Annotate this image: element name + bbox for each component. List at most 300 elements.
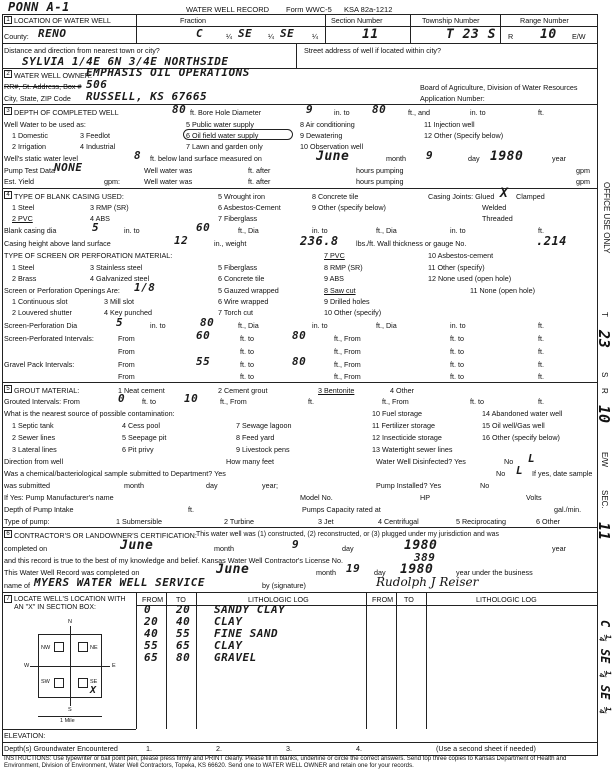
open-10: 10 Other (specify) [324,308,382,317]
pump-4: 4 Centrifugal [378,517,419,526]
int-ft-to: ft. to [240,334,254,343]
gw-1: 1. [146,744,152,753]
model-label: Model No. [300,493,333,502]
open-7: 7 Torch cut [218,308,254,317]
casing-6: 6 Asbestos-Cement [218,203,281,212]
height-value: 12 [174,234,189,247]
threaded-label: Threaded [482,214,513,223]
use-6-circle [183,129,293,140]
log-lithology: CLAY [214,615,243,628]
bore-to-value: 80 [372,103,387,116]
cont-6: 6 Pit privy [122,445,154,454]
gauge-value: .214 [536,234,567,248]
form-number: Form WWC-5 [286,5,332,14]
capacity-label: Pumps Capacity rated at [302,505,381,514]
grout-ft-to: ft. to [142,397,156,406]
county-value: RENO [38,27,67,40]
welded-label: Welded [482,203,507,212]
rule [396,592,397,729]
use-3: 3 Feedlot [80,131,110,140]
city-label: City, State, ZIP Code [4,94,71,103]
fraction-2: SE [238,27,253,40]
log-to-header-2: TO [404,595,414,604]
ft-end: ft. [538,226,544,235]
submitted-day: day [206,481,218,490]
bore-label: ft. Bore Hole Diameter [190,108,262,117]
open-2: 2 Louvered shutter [12,308,72,317]
rule [2,742,598,743]
distance-value: SYLVIA 1/4E 6N 3/4E NORTHSIDE [22,55,229,68]
pump-type-label: Type of pump: [4,517,50,526]
casing-7: 7 Fiberglass [218,214,258,223]
ft-dia-1: ft., Dia [238,226,259,235]
side-sec: SEC. [600,490,609,509]
grout-ft-from: ft., From [220,397,247,406]
use-12: 12 Other (Specify below) [424,131,504,140]
cont-12: 12 Insecticide storage [372,433,442,442]
blank-dia-value: 5 [92,221,100,234]
log-to: 40 [176,615,191,628]
grout-ft-to-2: ft. [308,397,314,406]
pump-test-value: NONE [54,161,83,174]
sdia-label: Screen-Perforation Dia [4,321,78,330]
screen-3: 3 Stainless steel [90,263,143,272]
bore-value: 9 [306,103,314,116]
rule [2,104,598,105]
ft-after-2: ft. after [248,177,271,186]
fraction-1: C [196,27,204,40]
log-lith-header: LITHOLOGIC LOG [248,595,309,604]
open-4: 4 Key punched [104,308,152,317]
day-label: day [468,154,480,163]
screen-2: 2 Brass [12,274,37,283]
grout-label: GROUT MATERIAL: [14,386,80,395]
office-use: OFFICE USE ONLY [602,182,611,254]
submitted-year: year; [262,481,278,490]
rule [2,527,598,528]
owner-label: WATER WELL OWNER: [14,71,92,80]
sample-no: No [496,469,506,478]
disinfected-label: Water Well Disinfected? Yes [376,457,466,466]
rule [38,716,102,717]
side-e: E/W [600,452,609,468]
quarter-3: ¼ [312,32,318,41]
side-t: T [600,312,609,317]
business-name: MYERS WATER WELL SERVICE [34,576,205,589]
form-title: WATER WELL RECORD [186,5,270,14]
cert-text-1: This water well was (1) constructed, (2) reconstructed, or (3) plugged under my jurisdiction and was [196,531,499,538]
ft-and-label: ft., and [408,108,430,117]
in-to-label: in. to [334,108,350,117]
open-5: 5 Gauzed wrapped [218,286,279,295]
use-4: 4 Industrial [80,142,116,151]
static-rest: ft. below land surface measured on [150,154,262,163]
use-11: 11 Injection well [424,120,475,129]
rule [2,26,598,27]
casing-joints: Casing Joints: Glued [428,192,495,201]
completed-on: completed on [4,544,48,553]
sample-label: Was a chemical/bacteriological sample submitted to Department? Yes [4,469,226,478]
gravel-from: From [118,360,135,369]
intervals-label: Screen-Perforated Intervals: [4,334,94,343]
gravel-ft-to-4: ft. to [450,372,464,381]
ksa-ref: KSA 82a-1212 [344,5,393,14]
disinfected-no: No [504,457,514,466]
section-5-marker: 5 [4,385,12,393]
screen-11: 11 Other (specify) [428,263,485,272]
pump-1: 1 Submersible [116,517,162,526]
log-from-header-2: FROM [372,595,394,604]
sdia-ft-dia: ft., Dia [238,321,259,330]
dia-in-to: in. to [124,226,140,235]
rule [500,14,501,43]
grout-2: 2 Cement grout [218,386,268,395]
open-11: 11 None (open hole) [470,286,535,295]
static-day: 9 [426,149,434,162]
locate-label: LOCATE WELL'S LOCATION WITH AN "X" IN SECTION BOX: [14,596,126,611]
submitted-month: month [124,481,144,490]
rule [296,43,297,68]
rule [30,666,110,667]
completed-day: 9 [292,538,300,551]
lbs-label: lbs./ft. Wall thickness or gauge No. [356,239,467,248]
gw-4: 4. [356,744,362,753]
cert-day: day [342,544,354,553]
rule [426,592,427,729]
log-lithology: FINE SAND [214,627,279,640]
cont-2: 2 Sewer lines [12,433,56,442]
county-label: County: [4,32,29,41]
rule [136,605,598,606]
int-ft-end-2: ft. [538,347,544,356]
cont-3: 3 Lateral lines [12,445,57,454]
section-number: 11 [362,27,379,42]
log-lithology: SANDY CLAY [214,603,286,616]
casing-label: TYPE OF BLANK CASING USED: [14,192,124,201]
rule [325,14,326,43]
manufacturer-label: If Yes: Pump Manufacturer's name [4,493,114,502]
log-to-header: TO [176,595,186,604]
sdia-in-to: in. to [150,321,166,330]
screen-9: 9 ABS [324,274,344,283]
log-from: 55 [144,639,159,652]
use-5: 5 Public water supply [186,120,254,129]
static-month: June [316,149,350,164]
gravel-from-2: From [118,372,135,381]
hp-label: HP [420,493,430,502]
cont-7: 7 Sewage lagoon [236,421,292,430]
sdia-ft-dia-2: ft., Dia [376,321,397,330]
gravel-label: Gravel Pack Intervals: [4,360,75,369]
record-day-label: day [374,568,386,577]
weight-label: in., weight [214,239,247,248]
log-from: 20 [144,615,159,628]
log-lith-header-2: LITHOLOGIC LOG [476,595,537,604]
box-value: 506 [86,78,108,91]
sdia-value: 5 [116,316,124,329]
yield-label: Est. Yield [4,177,34,186]
section-4-marker: 4 [4,191,12,199]
screen-5: 5 Fiberglass [218,263,258,272]
how-many-feet: How many feet [226,457,274,466]
rule [196,592,197,729]
gpm-1: gpm [576,166,590,175]
side-fraction: C ¼ SE ¼ SE ¼ [598,620,612,714]
grout-to: 10 [184,392,199,405]
static-value: 8 [134,149,142,162]
distance-label: Distance and direction from nearest town or city? [4,46,160,55]
pump-5: 5 Reciprocating [456,517,506,526]
casing-4: 4 ABS [90,214,110,223]
cont-10: 10 Fuel storage [372,409,422,418]
intake-label: Depth of Pump Intake [4,505,74,514]
year-label: year [552,154,566,163]
street-label: Street address of well if located within city? [304,46,442,55]
side-sec-value: 11 [595,522,613,541]
record-month: June [216,562,250,577]
map-e: E [112,663,116,669]
quarter-2: ¼ [268,32,274,41]
rule [2,43,598,44]
grout-1: 1 Neat cement [118,386,165,395]
record-year: 1980 [400,562,434,577]
log-to: 55 [176,627,191,640]
log-lithology: GRAVEL [214,651,257,664]
cert-text-2: and this record is true to the best of my knowledge and belief. Kansas Water Well Contractor's License No. [4,556,343,565]
static-year: 1980 [490,149,524,164]
name-of-label: name of [4,581,30,590]
in-to-3: in. to [450,226,466,235]
openings-value: 1/8 [134,281,156,294]
rule [136,592,137,729]
side-r: R [600,388,609,394]
in-to-2: in. to [312,226,328,235]
township-value: T 23 S [446,27,496,42]
depth-value: 80 [172,103,187,116]
rule [2,382,598,383]
cont-1: 1 Septic tank [12,421,54,430]
casing-3: 3 RMP (SR) [90,203,129,212]
cont-8: 8 Feed yard [236,433,275,442]
disinfected-no-value: L [528,452,536,465]
ft-dia-2: ft., Dia [376,226,397,235]
static-label: Well's static water level [4,154,78,163]
casing-1: 1 Steel [12,203,35,212]
groundwater-label: Depth(s) Groundwater Encountered [4,744,118,753]
was-submitted: was submitted [4,481,50,490]
int-from-2: From [118,347,135,356]
cont-16: 16 Other (specify below) [482,433,560,442]
depth-label: DEPTH OF COMPLETED WELL [14,108,119,117]
openings-label: Screen or Perforation Openings Are: [4,286,120,295]
hours-pumping-2: hours pumping [356,177,404,186]
range-ew: E/W [572,32,586,41]
cert-label: CONTRACTOR'S OR LANDOWNER'S CERTIFICATION: [14,531,197,540]
weight-value: 236.8 [300,234,339,248]
volts-label: Volts [526,493,542,502]
cont-15: 15 Oil well/Gas well [482,421,545,430]
gravel-ft-end-2: ft. [538,372,544,381]
gpm-label: gpm: [104,177,120,186]
casing-2: 2 PVC [12,214,33,223]
use-10: 10 Observation well [300,142,364,151]
blank-dia-to: 60 [196,221,211,234]
int-ft-to-2: ft. to [450,334,464,343]
map-w: W [24,663,30,669]
gw-3: 3. [286,744,292,753]
gravel-ft-to-2: ft. to [450,360,464,369]
cont-14: 14 Abandoned water well [482,409,563,418]
if-yes: If yes, date sample [532,469,593,478]
rule [136,14,137,43]
application-number-label: Application Number: [420,94,485,103]
gravel-ft-end: ft. [538,360,544,369]
gravel-from-value: 55 [196,355,211,368]
grid-cell [78,642,88,652]
use-second-sheet: (Use a second sheet if needed) [436,744,536,753]
log-to: 80 [176,651,191,664]
gpm-2: gpm [576,177,590,186]
contamination-label: What is the nearest source of possible contamination: [4,409,175,418]
pump-installed-no: No [480,481,490,490]
instructions: INSTRUCTIONS: Use typewriter or ball point pen, please press firmly and PRINT clearly. Please fill in blanks, underline or circle the correct answers. Send top three copies to Kansas Department of Health and Environment, Division of Environment, Water Well Contractors, Topeka, KS 66620. Send one to WATER WELL OWNER and retain one for your records. [4,755,567,769]
grid-cell [54,642,64,652]
cert-year: year [552,544,566,553]
rule [2,188,598,189]
log-from-header: FROM [142,595,164,604]
use-7: 7 Lawn and garden only [186,142,263,151]
record-day: 19 [346,562,361,575]
use-9: 9 Dewatering [300,131,343,140]
sdia-ft: ft. [538,321,544,330]
gravel-ft-from-2: ft., From [334,372,361,381]
rule [166,592,167,729]
city-value: RUSSELL, KS 67665 [86,90,208,103]
sample-no-mark: L [516,464,524,477]
grout-ft-to-3: ft. to [470,397,484,406]
log-to: 20 [176,603,191,616]
use-8: 8 Air conditioning [300,120,355,129]
log-from: 0 [144,603,152,616]
grout-from: 0 [118,392,126,405]
fraction-label: Fraction [180,16,206,25]
int-from-value: 60 [196,329,211,342]
map-s: S [68,707,72,713]
township-number-label: Township Number [422,16,480,25]
well-water-was-2: Well water was [144,177,193,186]
galmin-label: gal./min. [554,505,582,514]
pump-3: 3 Jet [318,517,334,526]
cont-11: 11 Fertilizer storage [372,421,435,430]
range-r: R [508,32,514,41]
grout-ft-from-2: ft., From [382,397,409,406]
signature: Rudolph J Reiser [376,575,479,589]
int-to-value: 80 [292,329,307,342]
open-1: 1 Continuous slot [12,297,68,306]
screen-label: TYPE OF SCREEN OR PERFORATION MATERIAL: [4,251,173,260]
map-sw: SW [41,679,50,685]
board-text: Board of Agriculture, Division of Water Resources [420,83,578,92]
map-nw: NW [41,645,51,651]
gravel-ft-from: ft., From [334,360,361,369]
completed-month: June [120,538,154,553]
open-3: 3 Mill slot [104,297,134,306]
sdia-in-to-2: in. to [312,321,328,330]
side-t-value: 23 [595,330,613,349]
ft-after: ft. after [248,166,271,175]
in-to-label-2: in. to [470,108,486,117]
rule [366,592,367,729]
signature-label: by (signature) [262,581,306,590]
int-ft-from-2: ft., From [334,347,361,356]
rule [410,14,411,43]
grout-4: 4 Other [390,386,414,395]
quarter-1: ¼ [226,32,232,41]
rule [2,592,598,593]
height-label: Casing height above land surface [4,239,111,248]
grid-cell [54,678,64,688]
gravel-ft-to-3: ft. to [240,372,254,381]
map-se: SE [90,679,98,685]
screen-6: 6 Concrete tile [218,274,265,283]
screen-4: 4 Galvanized steel [90,274,150,283]
range-number-label: Range Number [520,16,569,25]
well-water-was: Well water was [144,166,193,175]
hours-pumping: hours pumping [356,166,404,175]
grout-ft-end: ft. [538,397,544,406]
grout-intervals-label: Grouted Intervals: From [4,397,80,406]
section-number-label: Section Number [331,16,383,25]
grid-cell [78,678,88,688]
elevation-label: ELEVATION: [4,731,46,740]
use-1: 1 Domestic [12,131,48,140]
map-mile: 1 Mile [60,718,75,724]
log-from: 65 [144,651,159,664]
location-label: LOCATION OF WATER WELL [14,16,111,25]
gw-2: 2. [216,744,222,753]
ft-label: ft. [538,108,544,117]
blank-dia-label: Blank casing dia [4,226,57,235]
section-7-marker: 7 [4,595,12,603]
sdia-to: 80 [200,316,215,329]
screen-7: 7 PVC [324,251,345,260]
log-to: 65 [176,639,191,652]
direction-label: Direction from well [4,457,64,466]
owner-name: EMPHASIS OIL OPERATIONS [86,66,250,79]
pump-test-label: Pump Test Data [4,166,56,175]
int-ft-from: ft., From [334,334,361,343]
section-6-marker: 6 [4,530,12,538]
use-2: 2 Irrigation [12,142,46,151]
glued-mark: X [500,186,509,201]
cont-4: 4 Cess pool [122,421,160,430]
section-3-marker: 3 [4,107,12,115]
casing-8: 8 Concrete tile [312,192,359,201]
map-x-mark: X [90,685,97,696]
pump-2: 2 Turbine [224,517,254,526]
use-6: 6 Oil field water supply [186,131,259,140]
top-note: PONN A-1 [8,0,70,14]
log-from: 40 [144,627,159,640]
fraction-3: SE [280,27,295,40]
int-from: From [118,334,135,343]
record-month-label: month [316,568,336,577]
casing-5: 5 Wrought iron [218,192,266,201]
cert-month: month [214,544,234,553]
int-ft-end: ft. [538,334,544,343]
under-business: year under the business [456,568,533,577]
intake-ft: ft. [188,505,194,514]
